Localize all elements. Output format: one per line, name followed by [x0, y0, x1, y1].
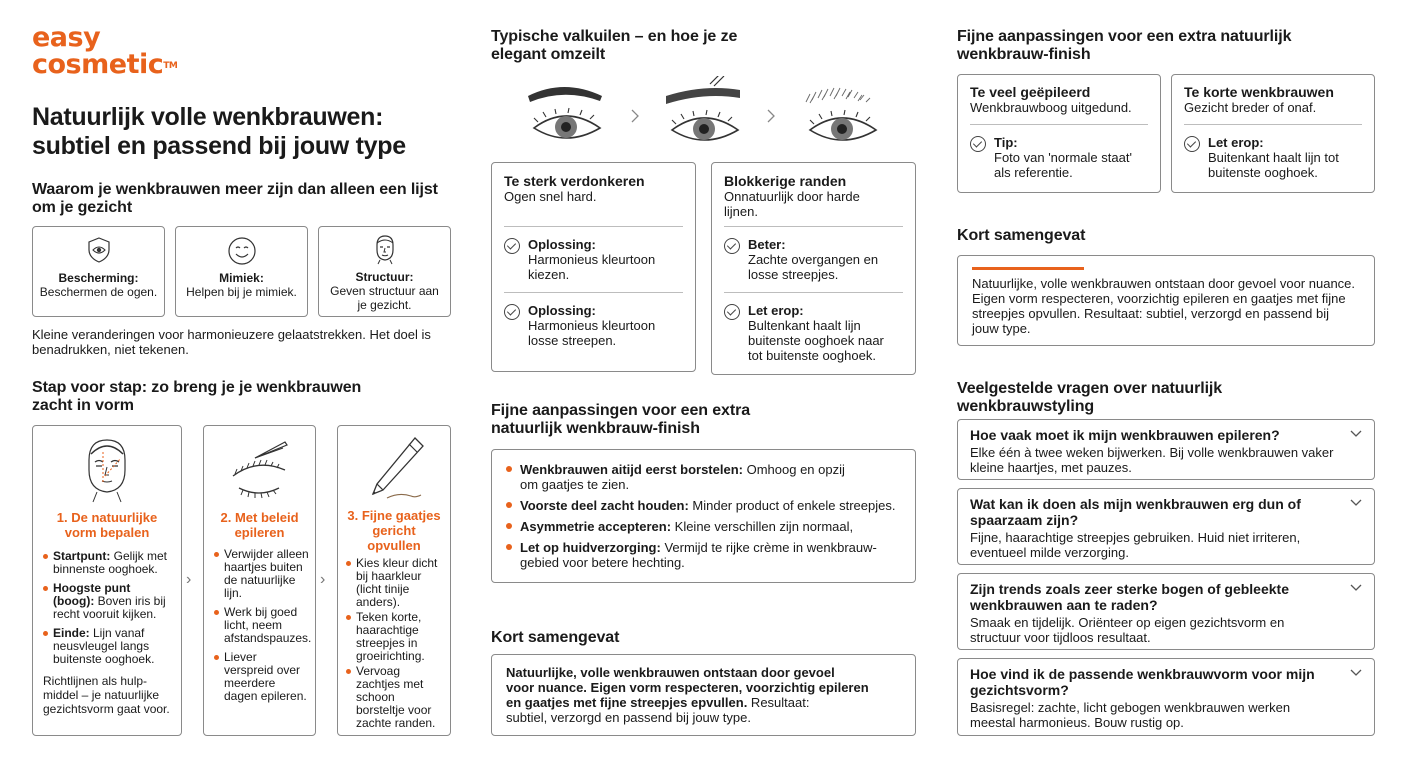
finish-item-text: om gaatjes te zien.	[520, 477, 630, 492]
step-title-line-1: 3. Fijne gaatjes	[347, 508, 441, 523]
why-card-protection	[32, 226, 165, 317]
step-bullet: Werk bij goed licht, neem afstandspauzes.	[214, 606, 309, 645]
summary-mid-heading: Kort samengevat	[491, 629, 620, 646]
chevron-down-icon[interactable]	[1350, 584, 1362, 592]
faq-item[interactable]	[957, 573, 1375, 650]
why-heading-line-2: om je gezicht	[32, 199, 133, 216]
finish-right-card-overplucked	[957, 74, 1161, 193]
faq-answer: eventueel milde verzorging.	[970, 545, 1129, 560]
step-title-line-2: vorm bepalen	[64, 525, 150, 540]
finish-right-heading-line-2: wenkbrauw-finish	[957, 46, 1091, 63]
chevron-down-icon[interactable]	[1350, 430, 1362, 438]
why-card-label: Structuur:	[355, 270, 414, 284]
summary-right-line: jouw type.	[972, 321, 1031, 336]
check-circle-icon	[1184, 136, 1200, 152]
eye-illustrations	[524, 76, 884, 155]
brand-tm: TM	[163, 61, 178, 71]
step-card-2	[203, 425, 316, 736]
solution-label: Beter:	[748, 237, 786, 252]
faq-question: Wat kan ik doen als mijn wenkbrauwen erg dun of	[970, 496, 1301, 512]
why-card-mimic	[175, 226, 308, 317]
faq-question: gezichtsvorm?	[970, 682, 1069, 698]
solution-text: kiezen.	[528, 267, 570, 282]
finish-card-subtitle: Gezicht breder of onaf.	[1184, 100, 1317, 115]
step-bullet: Verwijder alleen haartjes buiten de natuurlijke lijn.	[214, 548, 309, 600]
why-heading	[32, 181, 462, 217]
faq-question: Zijn trends zoals zeer sterke bogen of gebleekte	[970, 581, 1289, 597]
steps-heading	[32, 379, 462, 415]
step-bullet: Liever verspreid over meerdere dagen epileren.	[214, 651, 309, 703]
finish-card-title: Te korte wenkbrauwen	[1184, 84, 1334, 100]
faq-heading-line-1: Veelgestelde vragen over natuurlijk	[957, 380, 1223, 397]
pitfall-card-darkening	[491, 162, 696, 372]
pitfall-subtitle: lijnen.	[724, 204, 758, 219]
finish-item-text: Minder product of enkele streepjes.	[688, 498, 896, 513]
tip-text: Buitenkant haalt lijn tot	[1208, 150, 1339, 165]
solution-text: Harmonieus kleurtoon	[528, 252, 656, 267]
summary-mid-line: subtiel, verzorgd en passend bij jouw type.	[506, 710, 751, 725]
finish-item-text: Kleine verschillen zijn normaal,	[671, 519, 854, 534]
pitfall-solution	[492, 293, 695, 348]
eye-brow-comparison-illustration	[524, 76, 884, 150]
chevron-right-icon: ›	[186, 571, 192, 588]
step-bullet	[43, 550, 173, 576]
tip-label: Tip:	[994, 135, 1018, 150]
summary-right-heading: Kort samengevat	[957, 227, 1086, 244]
solution-text: losse streepjes.	[748, 267, 839, 282]
finish-right-card-short	[1171, 74, 1375, 193]
tweezers-eye-icon	[225, 436, 295, 500]
summary-right-line: Natuurlijke, volle wenkbrauwen ontstaan door gevoel voor nuance.	[972, 276, 1356, 291]
finish-card-title: Te veel geëpileerd	[970, 84, 1091, 100]
face-guide-icon	[79, 434, 135, 504]
pencil-icon	[359, 432, 429, 508]
finish-mid-heading-line-1: Fijne aanpassingen voor een extra	[491, 402, 751, 419]
step-title-line-2: epileren	[234, 525, 285, 540]
pitfall-title: Te sterk verdonkeren	[504, 173, 645, 189]
why-note-line-1: Kleine veranderingen voor harmonieuzere gelaatstrekken. Het doel is	[32, 327, 431, 342]
why-card-text: je gezicht.	[357, 298, 412, 312]
solution-text: Harmonieus kleurtoon	[528, 318, 656, 333]
pitfalls-heading-line-1: Typische valkuilen – en hoe je ze	[491, 28, 738, 45]
step-bullets	[214, 547, 312, 703]
step-title-line-3: opvullen	[367, 538, 421, 553]
summary-mid-card	[491, 654, 916, 736]
faq-answer: meestal harmonieus. Bouw rustig op.	[970, 715, 1184, 730]
solution-text: Zachte overgangen en	[748, 252, 879, 267]
step-bullet: Vervoag zachtjes met schoon borsteltje voor zachte randen.	[346, 665, 446, 730]
faq-answer: Fijne, haarachtige streepjes gebruiken. Huid niet irriteren,	[970, 530, 1301, 545]
step-title	[338, 508, 450, 553]
step-title-line-1: 1. De natuurlijke	[56, 510, 158, 525]
brand-line-2: cosmetic	[32, 49, 164, 80]
faq-item[interactable]	[957, 419, 1375, 480]
page-title	[32, 103, 452, 161]
step-bullets	[43, 550, 173, 666]
step-bullet-bold: Einde:	[53, 626, 90, 640]
check-circle-icon	[724, 238, 740, 254]
step-title-line-2: gericht	[372, 523, 416, 538]
smiley-icon	[227, 236, 257, 266]
face-icon	[370, 233, 400, 265]
faq-heading-line-2: wenkbrauwstyling	[957, 398, 1095, 415]
solution-label: Oplossing:	[528, 237, 596, 252]
step-bullet: Kies kleur dicht bij haarkleur (licht tinije anders).	[346, 557, 446, 609]
tip-label: Let erop:	[1208, 135, 1264, 150]
step-bullet	[43, 582, 173, 621]
faq-answer: kleine haartjes, met pauzes.	[970, 460, 1132, 475]
tip-text: Foto van 'normale staat'	[994, 150, 1132, 165]
faq-answer: Elke één à twee weken bijwerken. Bij volle wenkbrauwen vaker	[970, 445, 1334, 460]
faq-answer: Smaak en tijdelijk. Oriënteer op eigen gezichtsvorm en	[970, 615, 1285, 630]
page-title-line-2: subtiel en passend bij jouw type	[32, 132, 406, 160]
faq-question: Hoe vind ik de passende wenkbrauwvorm voor mijn	[970, 666, 1315, 682]
pitfall-solution	[492, 227, 695, 282]
solution-label: Oplossing:	[528, 303, 596, 318]
faq-item[interactable]	[957, 658, 1375, 736]
finish-item-bold: Voorste deel zacht houden:	[520, 498, 689, 513]
step-bullet-text: Boven iris bij recht vooruit kijken.	[53, 594, 166, 621]
why-note-line-2: benadrukken, niet tekenen.	[32, 342, 189, 357]
steps-heading-line-1: Stap voor stap: zo breng je je wenkbrauwen	[32, 379, 362, 396]
summary-right-card	[957, 255, 1375, 346]
finish-mid-heading	[491, 402, 911, 438]
solution-text: tot buitenste ooghoek.	[748, 348, 876, 363]
solution-text: losse streepen.	[528, 333, 617, 348]
finish-right-heading-line-1: Fijne aanpassingen voor een extra natuurlijk	[957, 28, 1292, 45]
finish-card-tip	[1172, 125, 1374, 180]
finish-item	[506, 519, 905, 534]
chevron-down-icon[interactable]	[1350, 669, 1362, 677]
finish-right-heading	[957, 28, 1377, 64]
summary-mid-line: en gaatjes met fijne streepjes epvullen.	[506, 695, 748, 710]
why-heading-line-1: Waarom je wenkbrauwen meer zijn dan alleen een lijst	[32, 181, 438, 198]
step-card-3	[337, 425, 451, 736]
finish-card-tip	[958, 125, 1160, 180]
step-bullet	[43, 627, 173, 666]
pitfall-card-blocky	[711, 162, 916, 375]
finish-mid-list	[492, 450, 915, 570]
why-card-text: Beschermen de ogen.	[39, 285, 158, 299]
why-card-label: Mimiek:	[219, 271, 264, 285]
step-footer: Richtlijnen als hulp-middel – je natuurlijke gezichtsvorm gaat voor.	[43, 674, 170, 716]
finish-item	[506, 462, 905, 492]
faq-heading	[957, 380, 1377, 416]
finish-item-bold: Asymmetrie accepteren:	[520, 519, 672, 534]
pitfalls-heading-line-2: elegant omzeilt	[491, 46, 606, 63]
brand-line-1: easy	[32, 22, 101, 53]
finish-card-subtitle: Wenkbrauwboog uitgedund.	[970, 100, 1132, 115]
pitfall-subtitle: Onnatuurlijk door harde	[724, 189, 860, 204]
why-card-structure	[318, 226, 451, 317]
faq-answer: structuur voor tijdloos resultaat.	[970, 630, 1151, 645]
finish-item-text: Vermijd te rijke crème in wenkbrauw-	[660, 540, 877, 555]
summary-right-line: Eigen vorm respecteren, voorzichtig epileren en gaatjes met fijne	[972, 291, 1346, 306]
finish-item	[506, 498, 905, 513]
summary-mid-line: Resultaat:	[747, 695, 810, 710]
solution-label: Let erop:	[748, 303, 804, 318]
pitfall-solution	[712, 293, 915, 363]
why-card-text: Helpen bij je mimiek.	[186, 285, 297, 299]
step-card-1	[32, 425, 182, 736]
finish-item-text: Omhoog en opzij	[742, 462, 845, 477]
finish-item-text: gebied voor betere hechting.	[520, 555, 685, 570]
step-bullet-text: Gelijk met binnenste ooghoek.	[53, 549, 168, 576]
chevron-down-icon[interactable]	[1350, 499, 1362, 507]
solution-text: Bultenkant haalt lijn	[748, 318, 861, 333]
summary-mid-line: Natuurlijke, volle wenkbrauwen ontstaan door gevoel	[506, 665, 835, 680]
finish-item-bold: Wenkbrauwen aitijd eerst borstelen:	[520, 462, 743, 477]
chevron-right-icon: ›	[320, 571, 326, 588]
check-circle-icon	[504, 304, 520, 320]
faq-answer: Basisregel: zachte, licht gebogen wenkbrauwen werken	[970, 700, 1291, 715]
faq-question: wenkbrauwen aan te raden?	[970, 597, 1158, 613]
finish-mid-heading-line-2: natuurlijk wenkbrauw-finish	[491, 420, 700, 437]
step-bullet-bold: Startpunt:	[53, 549, 111, 563]
pitfall-solution	[712, 227, 915, 282]
why-note	[32, 327, 462, 357]
faq-question: Hoe vaak moet ik mijn wenkbrauwen epileren?	[970, 427, 1280, 443]
check-circle-icon	[970, 136, 986, 152]
pitfall-subtitle: Ogen snel hard.	[504, 189, 597, 204]
brand-logo	[32, 24, 177, 78]
steps-heading-line-2: zacht in vorm	[32, 397, 134, 414]
summary-right-line: streepjes opvullen. Resultaat: subtiel, verzorgd en passend bij	[972, 306, 1329, 321]
check-circle-icon	[724, 304, 740, 320]
step-title	[204, 510, 315, 540]
finish-item	[506, 540, 905, 570]
step-title-line-1: 2. Met beleid	[220, 510, 299, 525]
step-bullet-bold: Hoogste punt (boog):	[53, 581, 131, 608]
faq-item[interactable]	[957, 488, 1375, 565]
step-bullet-text: Lijn vanaf neusvleugel langs buitenste ooghoek.	[53, 626, 155, 666]
page-title-line-1: Natuurlijk volle wenkbrauwen:	[32, 103, 384, 131]
why-card-label: Bescherming:	[58, 271, 139, 285]
finish-item-bold: Let op huidverzorging:	[520, 540, 661, 555]
step-bullet: Teken korte, haarachtige streepjes in groeirichting.	[346, 611, 446, 663]
tip-text: als referentie.	[994, 165, 1073, 180]
step-bullets	[346, 557, 446, 730]
solution-text: buitenste ooghoek naar	[748, 333, 884, 348]
faq-question: spaarzaam zijn?	[970, 512, 1079, 528]
step-title	[33, 510, 181, 540]
pitfall-title: Blokkerige randen	[724, 173, 847, 189]
finish-mid-card	[491, 449, 916, 583]
tip-text: buitenste ooghoek.	[1208, 165, 1318, 180]
why-card-text: Geven structuur aan	[330, 284, 439, 298]
pitfalls-heading	[491, 28, 911, 64]
summary-mid-line: voor nuance. Eigen vorm respecteren, voorzichtig epileren	[506, 680, 869, 695]
check-circle-icon	[504, 238, 520, 254]
shield-eye-icon	[86, 236, 112, 264]
